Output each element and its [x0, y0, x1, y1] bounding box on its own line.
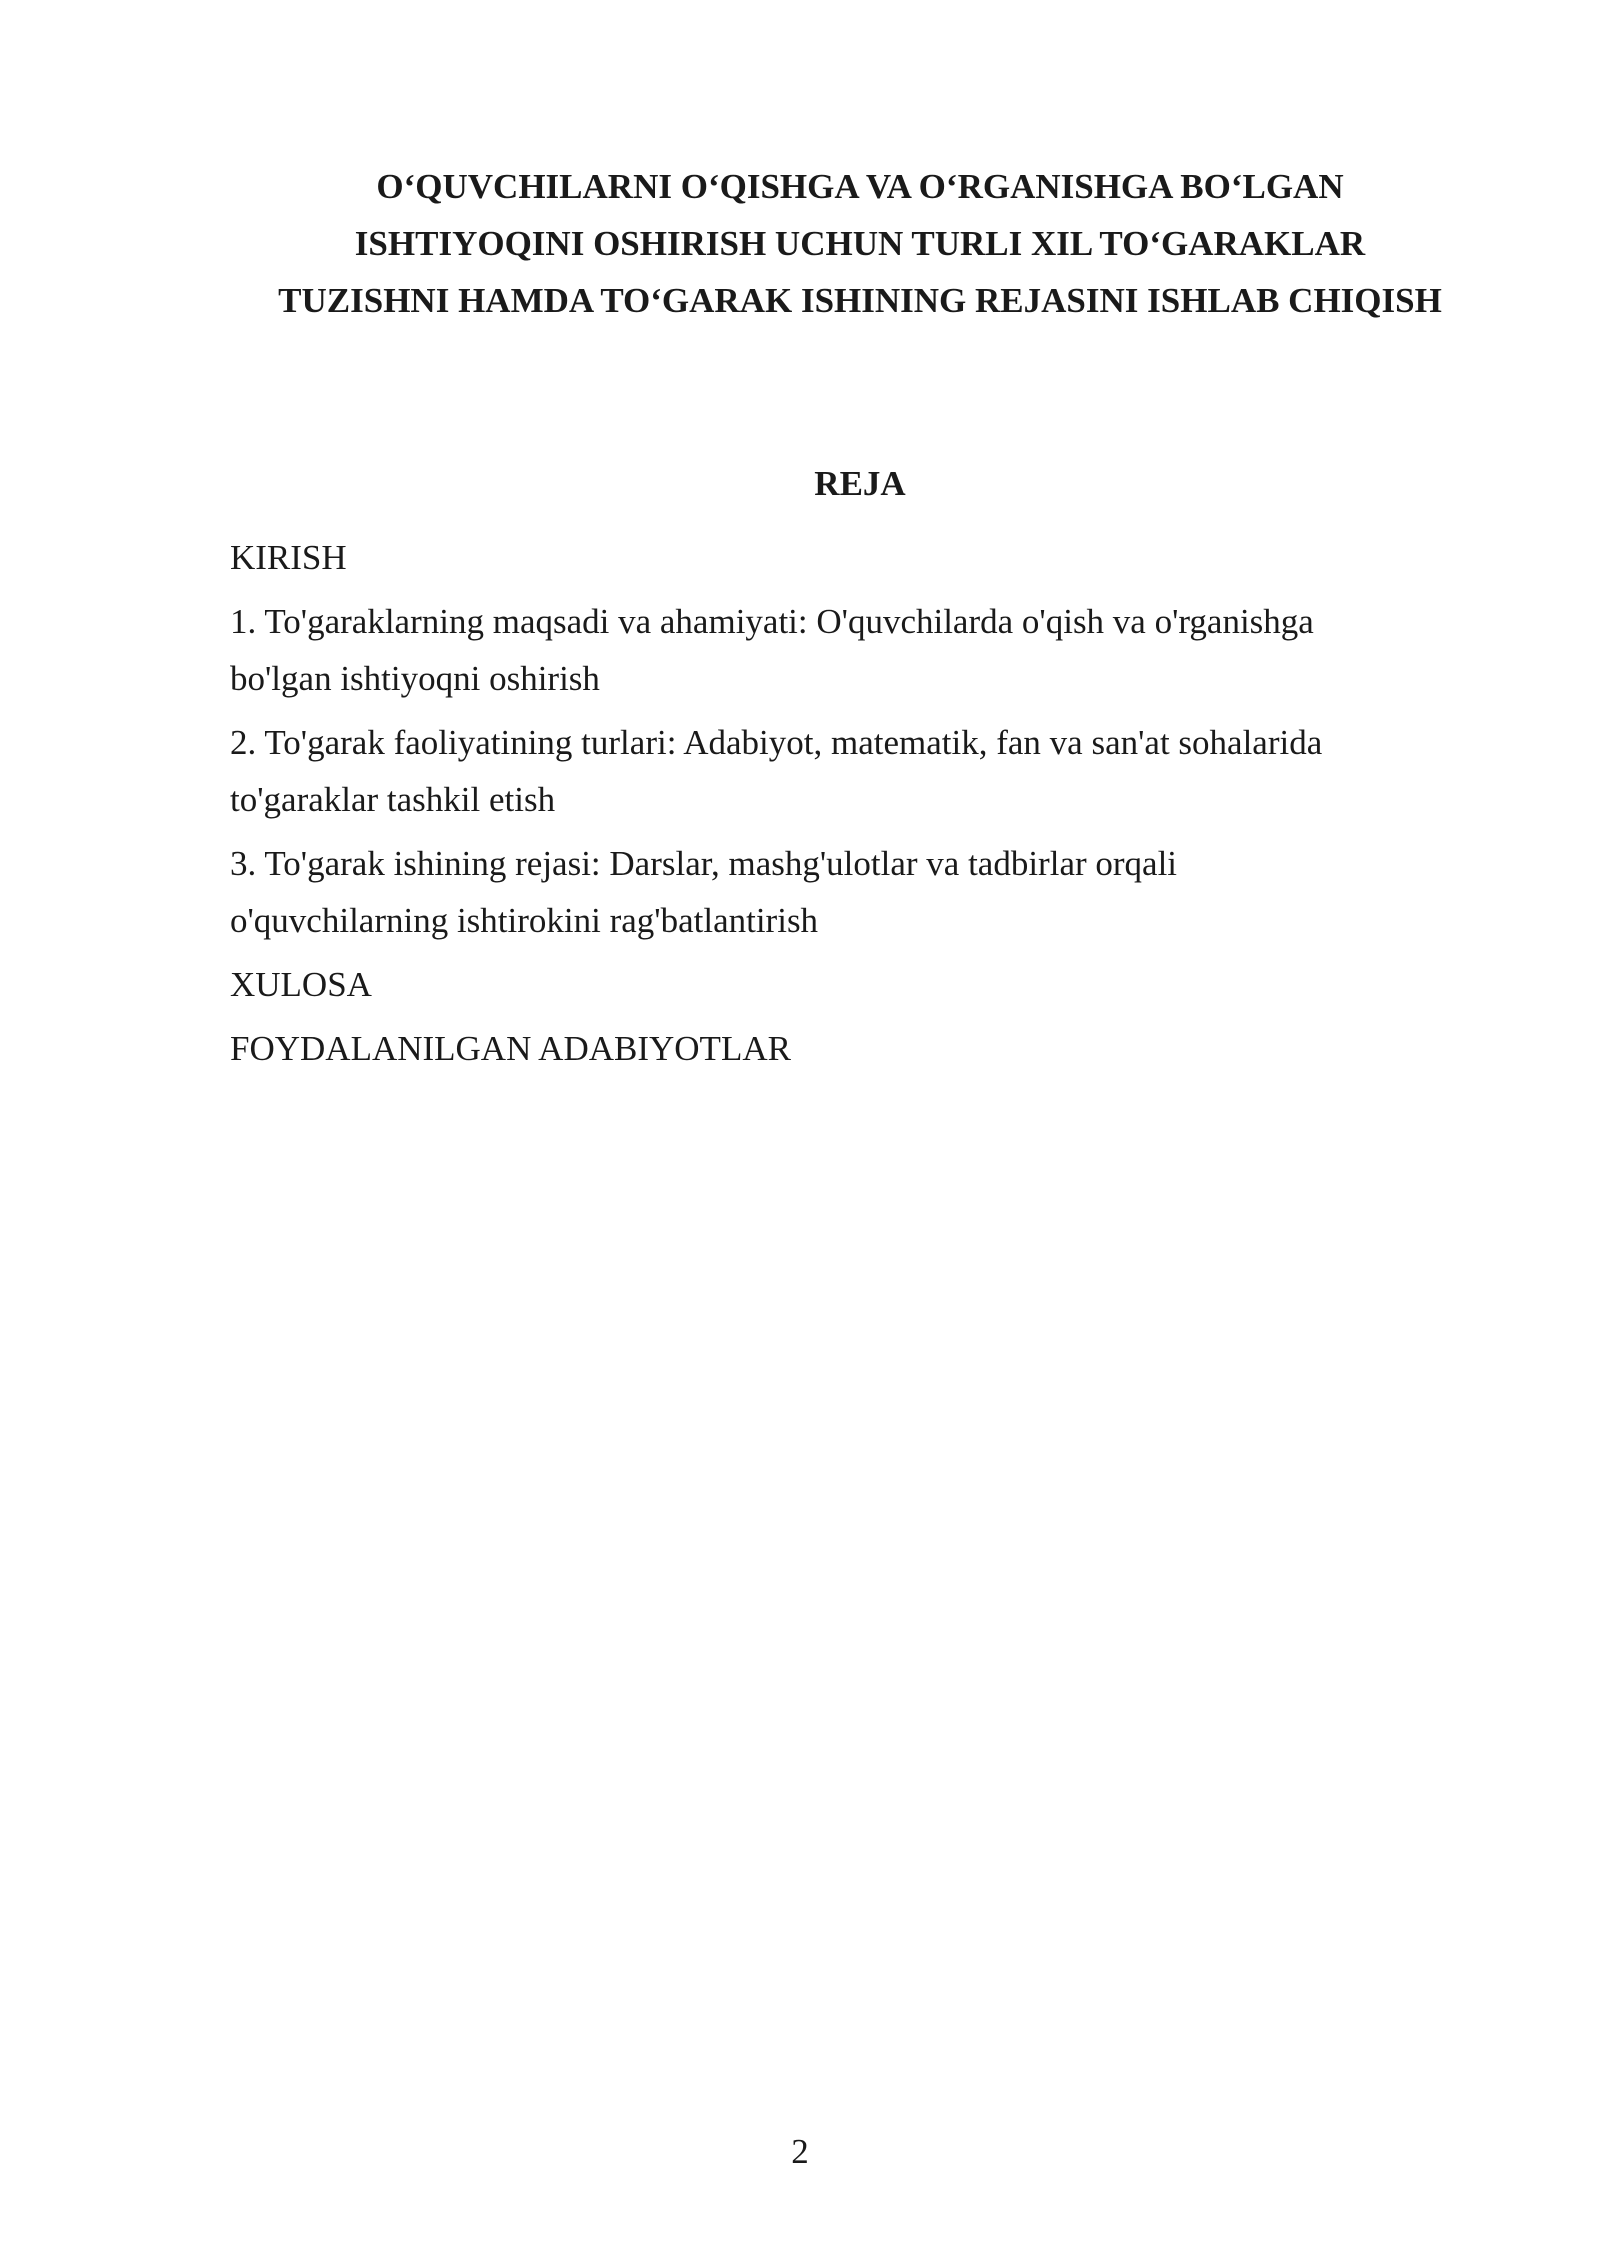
plan-item-line: 1. To'garaklarning maqsadi va ahamiyati: O'quvchilarda o'qish va o'rganishga: [230, 602, 1314, 641]
plan-item-introduction: [230, 529, 1480, 586]
plan-heading: REJA: [814, 464, 906, 503]
plan-item-conclusion: [230, 956, 1480, 1013]
plan-item-2: [230, 714, 1480, 828]
plan-list: [230, 529, 1480, 1084]
plan-item-line: 2. To'garak faoliyatining turlari: Adabiyot, matematik, fan va san'at sohalarida: [230, 723, 1323, 762]
title-line: TUZISHNI HAMDA TO‘GARAK ISHINING REJASINI ISHLAB CHIQISH: [278, 281, 1442, 320]
plan-item-references: [230, 1020, 1480, 1077]
plan-item-line: o'quvchilarning ishtirokini rag'batlantirish: [230, 901, 819, 940]
plan-item-line: 3. To'garak ishining rejasi: Darslar, mashg'ulotlar va tadbirlar orqali: [230, 844, 1178, 883]
plan-item-line: KIRISH: [230, 538, 347, 577]
plan-item-3: [230, 835, 1480, 949]
document-title: [220, 158, 1500, 329]
plan-item-line: FOYDALANILGAN ADABIYOTLAR: [230, 1029, 791, 1068]
plan-item-line: XULOSA: [230, 965, 372, 1004]
title-line: O‘QUVCHILARNI O‘QISHGA VA O‘RGANISHGA BO‘LGAN: [376, 167, 1344, 206]
plan-item-1: [230, 593, 1480, 707]
page-number: 2: [791, 2132, 809, 2171]
plan-item-line: bo'lgan ishtiyoqni oshirish: [230, 659, 600, 698]
plan-item-line: to'garaklar tashkil etish: [230, 780, 556, 819]
title-line: ISHTIYOQINI OSHIRISH UCHUN TURLI XIL TO‘GARAKLAR: [354, 224, 1366, 263]
